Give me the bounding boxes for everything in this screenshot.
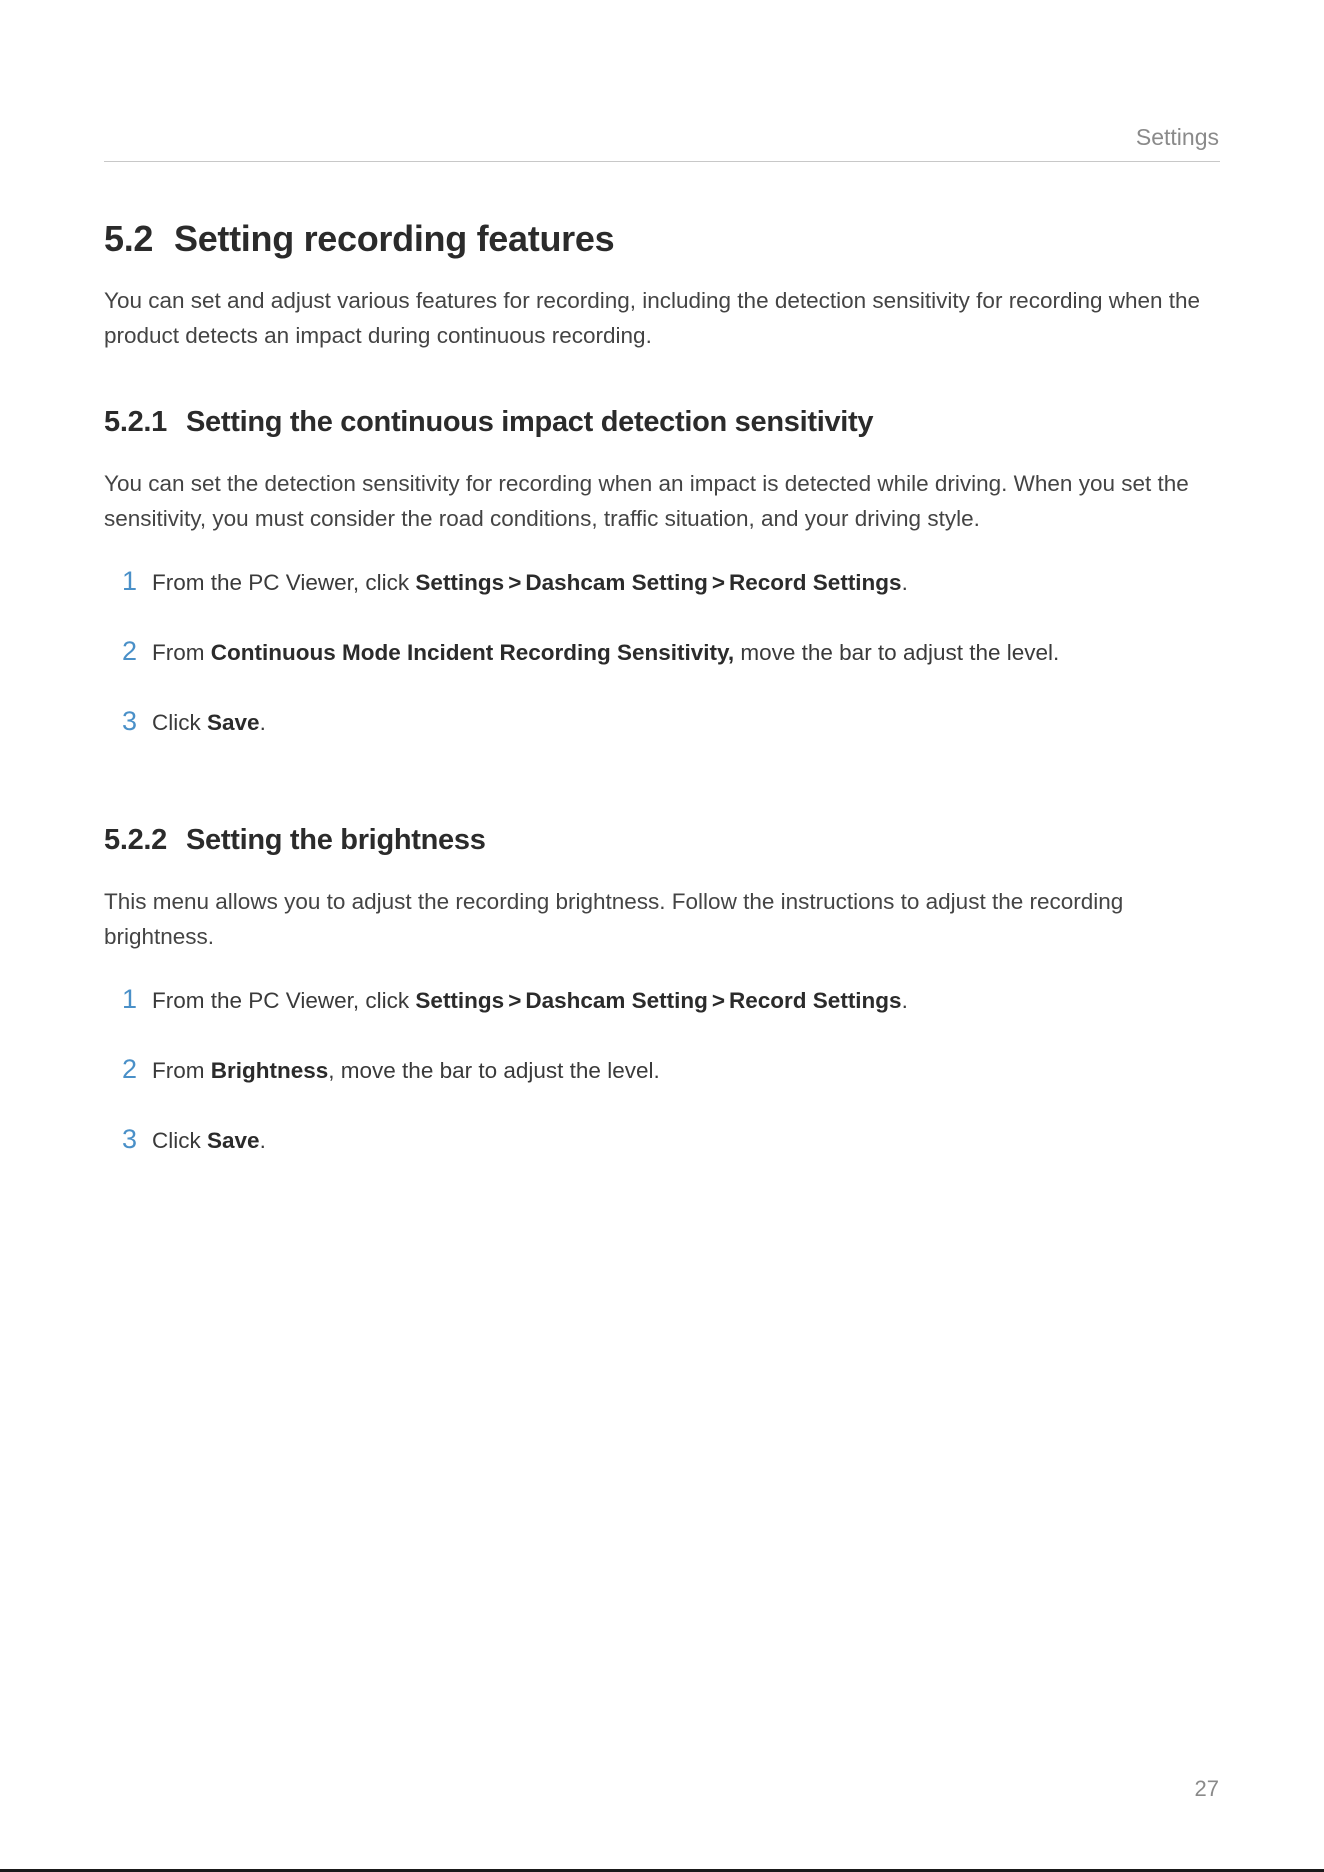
step-text bbox=[152, 570, 908, 596]
step-text bbox=[152, 640, 1059, 666]
page-number: 27 bbox=[1194, 1776, 1219, 1801]
save-label: Save bbox=[207, 710, 260, 735]
step-suffix: move the bar to adjust the level. bbox=[734, 640, 1060, 665]
subsection-heading-2 bbox=[104, 824, 486, 857]
subsection-intro-2: This menu allows you to adjust the recording brightness. Follow the instructions to adjust the recording brightness. bbox=[104, 889, 1124, 949]
section-title: Setting recording features bbox=[174, 218, 615, 259]
step-item bbox=[122, 566, 908, 597]
step-item bbox=[122, 636, 1059, 667]
menu-path-record-settings: Record Settings bbox=[729, 988, 902, 1013]
step-prefix: Click bbox=[152, 1128, 207, 1153]
step-prefix: Click bbox=[152, 710, 207, 735]
step-text bbox=[152, 710, 266, 736]
step-text bbox=[152, 988, 908, 1014]
chevron-right-icon: > bbox=[508, 988, 522, 1013]
subsection-intro-1: You can set the detection sensitivity for recording when an impact is detected while driving. When you set the sensitivity, you must consider the road conditions, traffic situation, and your driving style. bbox=[104, 471, 1189, 531]
step-suffix: . bbox=[901, 988, 908, 1013]
header-divider bbox=[104, 161, 1220, 162]
subsection-title-1: Setting the continuous impact detection sensitivity bbox=[186, 406, 874, 438]
step-prefix: From the PC Viewer, click bbox=[152, 988, 416, 1013]
subsection-heading-1 bbox=[104, 406, 873, 439]
step-item bbox=[122, 706, 266, 737]
chevron-right-icon: > bbox=[711, 988, 726, 1013]
setting-name: Continuous Mode Incident Recording Sensitivity, bbox=[210, 640, 735, 665]
step-item bbox=[122, 1124, 266, 1155]
chevron-right-icon: > bbox=[711, 570, 726, 595]
step-number: 2 bbox=[122, 636, 138, 666]
menu-path-settings: Settings bbox=[415, 988, 505, 1013]
subsection-number-1: 5.2.1 bbox=[104, 406, 167, 438]
setting-name: Brightness bbox=[210, 1058, 329, 1083]
subsection-title-2: Setting the brightness bbox=[186, 824, 486, 856]
subsection-number-2: 5.2.2 bbox=[104, 824, 167, 856]
running-header: Settings bbox=[1135, 124, 1219, 150]
section-number: 5.2 bbox=[104, 218, 154, 259]
step-item bbox=[122, 1054, 660, 1085]
step-number: 3 bbox=[122, 1124, 138, 1154]
menu-path-dashcam-setting: Dashcam Setting bbox=[525, 988, 708, 1013]
step-suffix: . bbox=[901, 570, 908, 595]
section-intro: You can set and adjust various features for recording, including the detection sensitivity for recording when the product detects an impact during continuous recording. bbox=[104, 288, 1201, 348]
step-text bbox=[152, 1058, 660, 1084]
menu-path-dashcam-setting: Dashcam Setting bbox=[525, 570, 708, 595]
section-heading bbox=[104, 218, 614, 260]
step-prefix: From the PC Viewer, click bbox=[152, 570, 416, 595]
step-suffix: , move the bar to adjust the level. bbox=[328, 1058, 660, 1083]
menu-path-record-settings: Record Settings bbox=[729, 570, 902, 595]
step-number: 1 bbox=[122, 566, 138, 596]
step-prefix: From bbox=[152, 1058, 211, 1083]
step-number: 3 bbox=[122, 706, 138, 736]
step-number: 1 bbox=[122, 984, 138, 1014]
menu-path-settings: Settings bbox=[415, 570, 505, 595]
chevron-right-icon: > bbox=[508, 570, 522, 595]
step-item bbox=[122, 984, 908, 1015]
step-suffix: . bbox=[259, 1128, 266, 1153]
step-text bbox=[152, 1128, 266, 1154]
step-suffix: . bbox=[259, 710, 266, 735]
save-label: Save bbox=[207, 1128, 260, 1153]
step-prefix: From bbox=[152, 640, 211, 665]
step-number: 2 bbox=[122, 1054, 138, 1084]
